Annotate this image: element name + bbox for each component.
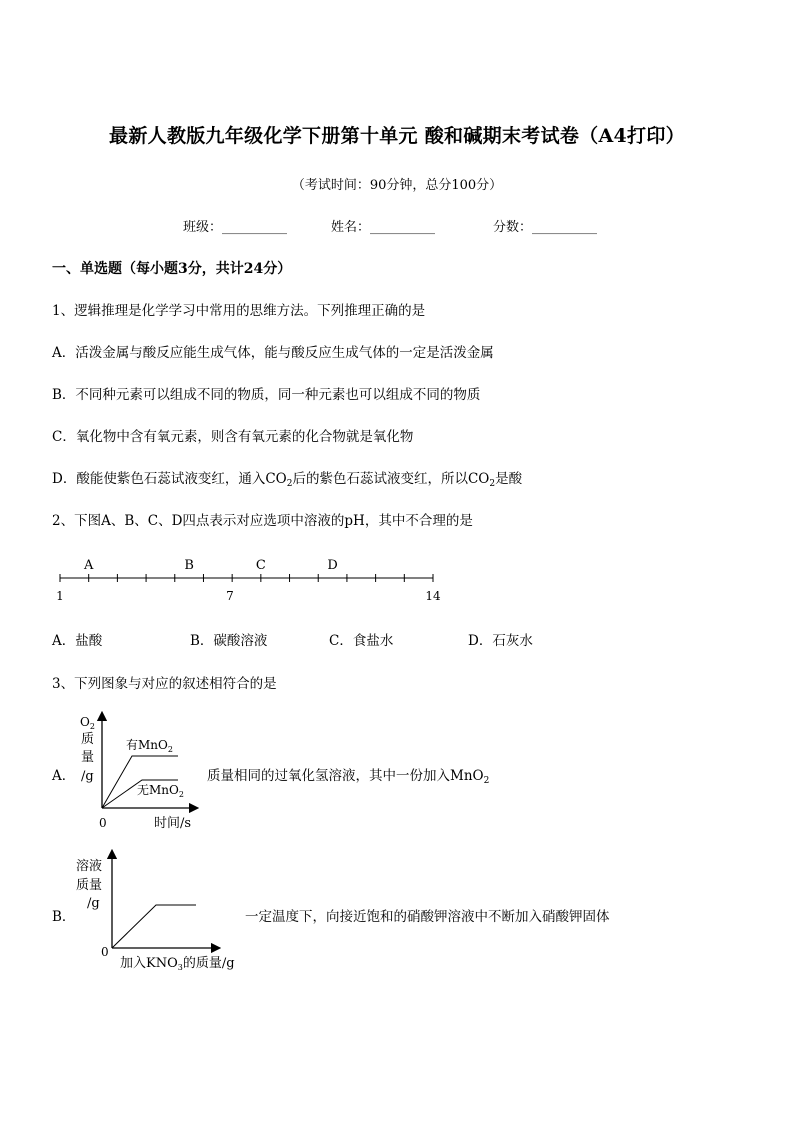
graph-a-y-label-2: 量 — [81, 750, 95, 765]
ph-point-label-d: D — [327, 558, 338, 573]
q3-stem: 3、下列图象与对应的叙述相符合的是 — [52, 676, 277, 692]
score-field — [493, 216, 597, 235]
score-label: 分数： — [493, 220, 533, 235]
q1-stem: 1、逻辑推理是化学学习中常用的思维方法。下列推理正确的是 — [52, 303, 426, 319]
graph-a-curve1-label: 有MnO$_2$ — [126, 738, 173, 754]
ph-point-label-c: C — [255, 558, 266, 573]
q2-option-b: B．碳酸溶液 — [190, 633, 268, 649]
q1-option-a: A．活泼金属与酸反应能生成气体，能与酸反应生成气体的一定是活泼金属 — [52, 345, 494, 361]
ph-tick-max: 14 — [425, 589, 441, 603]
exam-subtitle: （考试时间：90分钟，总分100分） — [291, 178, 503, 193]
q3-option-b-desc: 一定温度下，向接近饱和的硝酸钾溶液中不断加入硝酸钾固体 — [245, 909, 610, 925]
ph-point-label-b: B — [184, 558, 194, 573]
ph-tick-min: 1 — [56, 589, 64, 603]
ph-scale — [50, 552, 450, 608]
graph-b-y-label-2: 质量 — [76, 878, 103, 893]
class-blank: __________ — [222, 220, 288, 235]
page-title: 最新人教版九年级化学下册第十单元 酸和碱期末考试卷（A4打印） — [109, 125, 685, 147]
score-blank: __________ — [532, 220, 598, 235]
q3-a-desc-sub: 2 — [483, 776, 490, 786]
name-field — [331, 216, 435, 235]
class-field — [183, 216, 287, 235]
q1-option-d — [52, 467, 522, 489]
q1-d-text-1: D．酸能使紫色石蕊试液变红，通入CO — [52, 471, 287, 487]
q1-d-text-2: 后的紫色石蕊试液变红，所以CO — [292, 471, 490, 487]
q1-option-b: B．不同种元素可以组成不同的物质，同一种元素也可以组成不同的物质 — [52, 387, 481, 403]
q2-stem: 2、下图A、B、C、D四点表示对应选项中溶液的pH，其中不合理的是 — [52, 513, 473, 529]
q2-option-d: D．石灰水 — [468, 633, 533, 649]
q1-option-c: C．氧化物中含有氧元素，则含有氧元素的化合物就是氧化物 — [52, 429, 414, 445]
graph-b-curve — [112, 905, 196, 948]
name-label: 姓名： — [331, 220, 371, 235]
q3-a-desc-text: 质量相同的过氧化氢溶液，其中一份加入MnO — [207, 768, 484, 784]
graph-a-y-label-3: /g — [81, 769, 94, 784]
graph-a-x-label: 时间/s — [154, 816, 192, 831]
graph-b-origin: 0 — [101, 945, 109, 959]
q3-option-a-letter: A． — [52, 768, 76, 784]
q1-d-text-3: 是酸 — [495, 471, 523, 487]
graph-a-curve2-label: 无MnO$_2$ — [137, 783, 184, 799]
graph-b-x-label: 加入$KNO_3$的质量/g — [120, 956, 235, 972]
name-blank: __________ — [370, 220, 436, 235]
class-label: 班级： — [183, 220, 223, 235]
q2-option-c: C．食盐水 — [329, 633, 394, 649]
ph-tick-mid: 7 — [226, 589, 234, 603]
ph-labels — [83, 558, 338, 573]
graph-b-y-label-3: /g — [87, 896, 100, 911]
q3-graph-b — [70, 848, 250, 974]
q3-option-a-desc — [207, 764, 489, 786]
ph-point-label-a: A — [83, 558, 94, 573]
graph-a-y-label-1: 质 — [81, 732, 95, 747]
q1-d-sub-2: 2 — [489, 479, 496, 489]
q3-option-b-letter: B． — [52, 909, 76, 925]
q3-graph-a — [70, 708, 200, 834]
graph-a-y-label-o: $O_2$ — [80, 715, 95, 731]
q1-d-sub-1: 2 — [286, 479, 293, 489]
q2-option-a: A．盐酸 — [52, 633, 103, 649]
graph-a-origin: 0 — [99, 816, 107, 830]
graph-b-y-label-1: 溶液 — [76, 859, 103, 874]
section-heading: 一、单选题（每小题3分，共计24分） — [52, 261, 292, 277]
